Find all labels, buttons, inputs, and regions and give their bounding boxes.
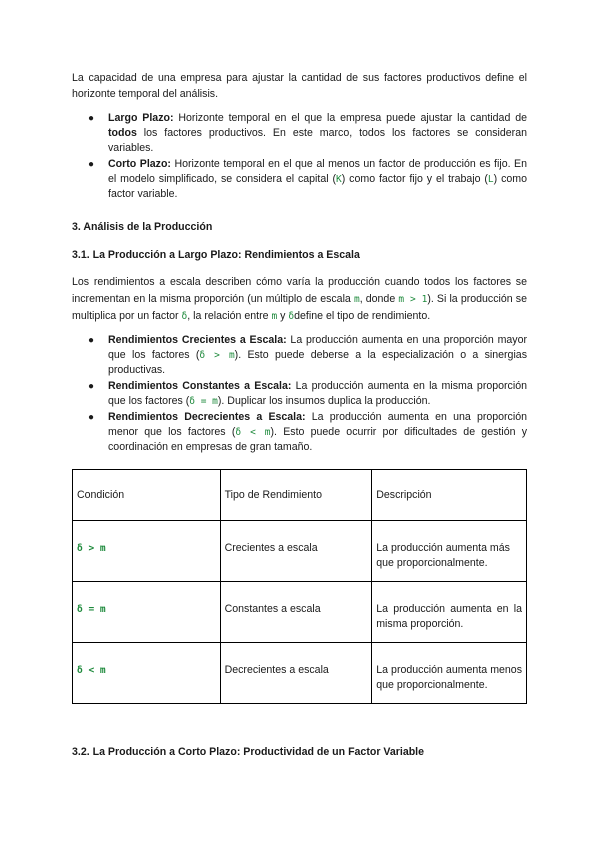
term-label: Largo Plazo: [108, 112, 174, 124]
description-text: La producción aumenta más que proporcionalmente. [376, 542, 510, 569]
inline-code: δ [181, 311, 188, 322]
item-text: ). Duplicar los insumos duplica la producción. [217, 395, 431, 407]
table-cell-description [372, 582, 527, 643]
paragraph-text: define el tipo de rendimiento. [294, 310, 431, 322]
section-3-1-paragraph [72, 274, 527, 326]
item-text: La producción aumenta en una proporción menor que los factores ( [108, 411, 527, 438]
paragraph-text: Los rendimientos a escala describen cómo varía la producción cuando todos los factores se incrementan en la misma proporción (un múltiplo de escala [72, 276, 527, 305]
table-cell-condition [73, 643, 221, 704]
inline-code: δ [288, 311, 295, 322]
inline-code: m > 1 [398, 293, 428, 305]
inline-code: δ > m [199, 350, 235, 361]
table-cell-type [220, 643, 372, 704]
table-header-row [73, 470, 527, 521]
item-text: los factores productivos. En este marco, todos los factores se consideran variables. [108, 127, 527, 154]
intro-paragraph [72, 70, 527, 102]
section-3-2-heading: 3.2. La Producción a Corto Plazo: Productividad de un Factor Variable [72, 746, 425, 758]
list-item-largo-plazo [72, 111, 527, 156]
bullet-icon: ● [88, 381, 95, 392]
list-item-crecientes [72, 333, 527, 378]
item-text: ). Esto puede deberse a la especialización o a sinergias productivas. [108, 349, 527, 376]
intro-text: La capacidad de una empresa para ajustar la cantidad de sus factores productivos define el horizonte temporal del análisis. [72, 72, 527, 100]
table-row [73, 643, 527, 704]
paragraph-text: , la relación entre [187, 310, 272, 322]
condition-code: δ < m [77, 665, 106, 676]
table-cell-condition [73, 582, 221, 643]
paragraph-text: , donde [359, 292, 399, 305]
inline-code: δ = m [189, 396, 218, 407]
item-text: La producción aumenta en una proporción mayor que los factores ( [108, 334, 528, 361]
inline-code: m [271, 311, 278, 322]
table-cell-description [372, 643, 527, 704]
inline-code: m [353, 293, 360, 305]
term-label: Rendimientos Constantes a Escala: [108, 380, 292, 392]
paragraph-text: y [277, 310, 289, 322]
list-item-constantes [72, 379, 527, 409]
item-text: ). Esto puede ocurrir por dificultades de gestión y coordinación en empresas de gran tamaño. [108, 426, 527, 453]
item-text: Horizonte temporal en el que al menos un factor de producción es fijo. En el modelo simplificado, se considera el capital ( [108, 158, 528, 185]
horizons-list [72, 111, 527, 203]
emphasis: todos [108, 127, 137, 139]
item-text: La producción aumenta en la misma proporción que los factores ( [108, 380, 527, 407]
condition-code: δ = m [77, 604, 106, 615]
bullet-icon: ● [88, 113, 95, 124]
returns-list [72, 333, 527, 456]
table-cell-type [220, 521, 372, 582]
inline-code: L [487, 174, 494, 185]
type-text: Constantes a escala [224, 603, 321, 615]
type-text: Decrecientes a escala [224, 664, 329, 676]
type-text: Crecientes a escala [224, 542, 318, 554]
table-cell-condition [73, 521, 221, 582]
item-text: ) como factor variable. [108, 173, 527, 200]
table-row [73, 582, 527, 643]
table-header-cell: Descripción [372, 470, 527, 521]
term-label: Rendimientos Decrecientes a Escala: [108, 411, 306, 423]
item-text: ) como factor fijo y el trabajo ( [341, 173, 488, 185]
table-header-cell: Condición [73, 470, 221, 521]
inline-code: δ < m [235, 427, 271, 438]
bullet-icon: ● [88, 159, 95, 170]
returns-table [72, 469, 527, 704]
inline-code: K [336, 174, 342, 185]
table-header-cell: Tipo de Rendimiento [220, 470, 372, 521]
bullet-icon: ● [88, 335, 95, 346]
table-cell-type [220, 582, 372, 643]
term-label: Corto Plazo: [108, 158, 171, 170]
description-text: La producción aumenta menos que proporcionalmente. [376, 664, 522, 691]
section-3-heading: 3. Análisis de la Producción [72, 221, 213, 233]
term-label: Rendimientos Crecientes a Escala: [108, 334, 287, 346]
paragraph-text: ). Si la producción se multiplica por un factor [72, 292, 527, 322]
list-item-corto-plazo [72, 157, 527, 202]
table-row [73, 521, 527, 582]
condition-code: δ > m [77, 543, 106, 554]
table-cell-description [372, 521, 527, 582]
section-3-1-heading: 3.1. La Producción a Largo Plazo: Rendimientos a Escala [72, 249, 360, 261]
item-text: Horizonte temporal en el que la empresa puede ajustar la cantidad de [173, 112, 527, 124]
description-text: La producción aumenta en la misma proporción. [376, 603, 522, 630]
list-item-decrecientes [72, 410, 527, 455]
bullet-icon: ● [88, 412, 95, 423]
